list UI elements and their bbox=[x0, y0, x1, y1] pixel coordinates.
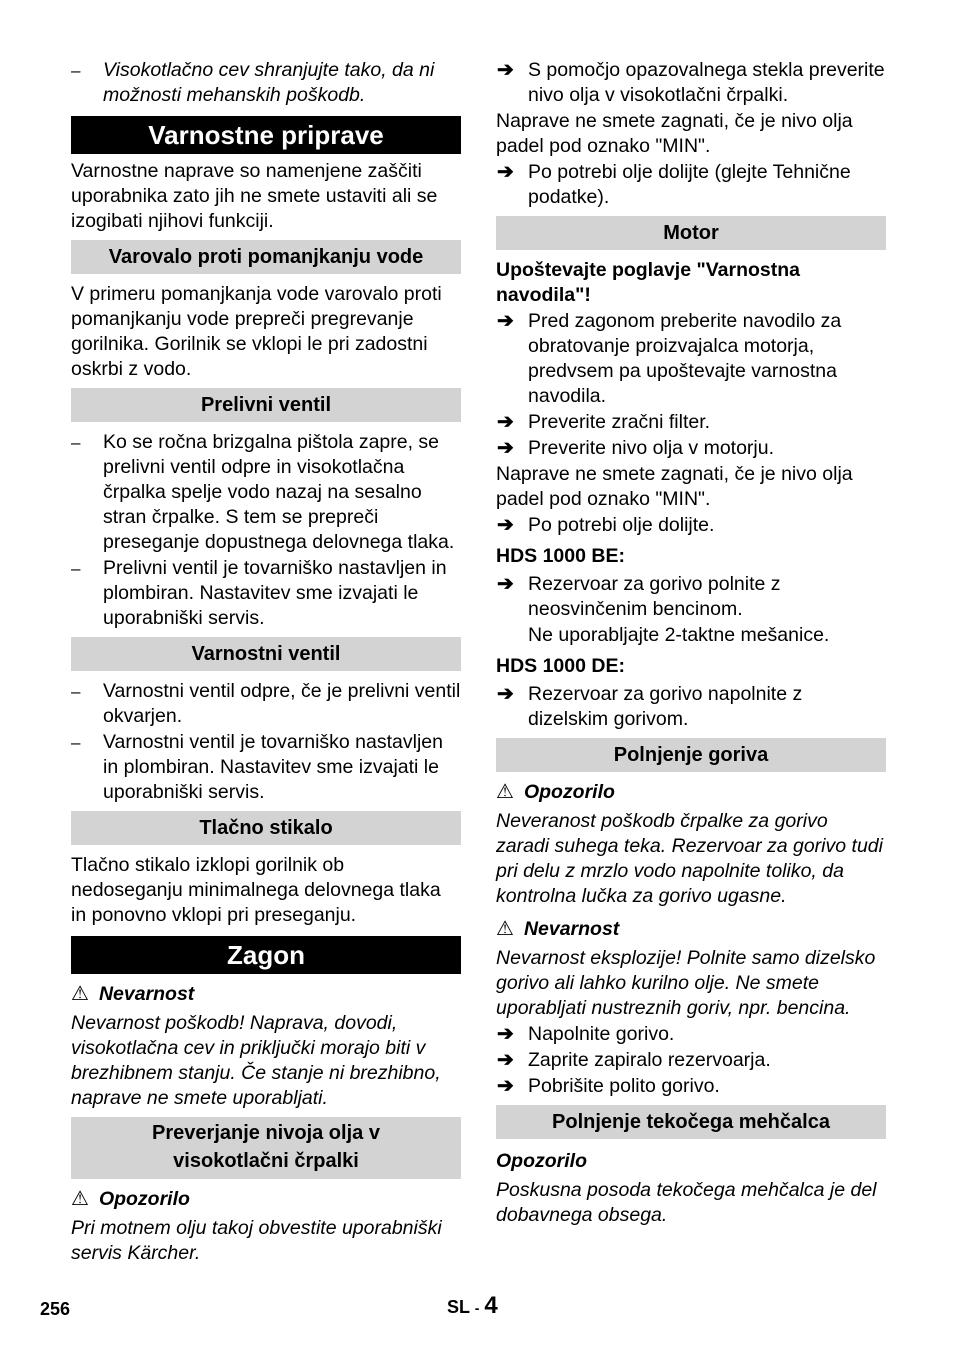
warning-triangle-icon: ⚠ bbox=[71, 1188, 89, 1210]
danger-text: Nevarnost poškodb! Naprava, dovodi, visokotlačna cev in priključki morajo biti v brezhibnem stanju. Če stanje ni brezhibno, naprave ne smete uporabljati. bbox=[71, 1012, 441, 1109]
arrow-icon: ➔ bbox=[497, 683, 514, 705]
instruction-item: ➔ Preverite nivo olja v motorju. bbox=[497, 437, 775, 459]
warning-triangle-icon: ⚠ bbox=[496, 781, 514, 803]
list-item: – Varnostni ventil je tovarniško nastavljen in plombiran. Nastavitev sme izvajati le uporabniški servis. bbox=[71, 731, 443, 803]
subsection-title-oil-level: Preverjanje nivoja olja v visokotlačni črpalki bbox=[71, 1117, 461, 1179]
right-column bbox=[496, 58, 886, 1229]
danger-text: Nevarnost eksplozije! Polnite samo dizelsko gorivo ali lahko kurilno olje. Ne smete uporabljati nustreznih goriv, npr. bencina. bbox=[496, 947, 876, 1019]
arrow-icon: ➔ bbox=[497, 59, 514, 81]
list-item: – Visokotlačno cev shranjujte tako, da ni možnosti mehanskih poškodb. bbox=[71, 59, 435, 106]
list-item: – Prelivni ventil je tovarniško nastavljen in plombiran. Nastavitev sme izvajati le uporabniški servis. bbox=[71, 557, 447, 629]
warning-text: Neveranost poškodb črpalke za gorivo zaradi suhega teka. Rezervoar za gorivo tudi pri delu z mrzlo vodo napolnite toliko, da kontrolna lučka za gorivo ugasne. bbox=[496, 810, 883, 907]
dash-marker: – bbox=[71, 733, 81, 752]
paragraph: Naprave ne smete zagnati, če je nivo olja padel pod oznako "MIN". bbox=[496, 110, 853, 157]
warning-heading: Opozorilo bbox=[496, 1150, 587, 1172]
list-item: – Varnostni ventil odpre, če je prelivni ventil okvarjen. bbox=[71, 680, 461, 727]
instruction-item: ➔ Preverite zračni filter. bbox=[497, 411, 711, 433]
instruction-item: ➔ S pomočjo opazovalnega stekla preverite nivo olja v visokotlačni črpalki. bbox=[497, 59, 885, 106]
instruction-item: ➔ Po potrebi olje dolijte (glejte Tehnične podatke). bbox=[497, 161, 851, 208]
arrow-icon: ➔ bbox=[497, 411, 514, 433]
arrow-icon: ➔ bbox=[497, 573, 514, 595]
instruction-item: ➔ Napolnite gorivo. bbox=[497, 1023, 675, 1045]
danger-heading: ⚠ Nevarnost bbox=[71, 983, 195, 1005]
warning-heading: ⚠ Opozorilo bbox=[496, 781, 615, 803]
paragraph: V primeru pomanjkanja vode varovalo proti pomanjkanju vode prepreči pregrevanje gorilnika. Gorilnik se vklopi le pri zadostni oskrbi z vodo. bbox=[71, 283, 442, 380]
warning-heading: ⚠ Opozorilo bbox=[71, 1188, 190, 1210]
warning-triangle-icon: ⚠ bbox=[71, 983, 89, 1005]
instruction-item: ➔ Zaprite zapiralo rezervoarja. bbox=[497, 1049, 771, 1071]
dash-marker: – bbox=[71, 682, 81, 701]
instruction-item: ➔ Pred zagonom preberite navodilo za obratovanje proizvajalca motorja, predvsem pa upoštevajte varnostna navodila. bbox=[497, 310, 842, 407]
warning-text: Pri motnem olju takoj obvestite uporabniški servis Kärcher. bbox=[71, 1217, 442, 1264]
page-number: 256 bbox=[40, 1299, 71, 1319]
left-column bbox=[71, 58, 461, 1267]
dash-marker: – bbox=[71, 559, 81, 578]
subsection-title-softener: Polnjenje tekočega mehčalca bbox=[496, 1105, 886, 1139]
subsection-title-fuel: Polnjenje goriva bbox=[496, 738, 886, 772]
subsection-title-pressure-switch: Tlačno stikalo bbox=[71, 811, 461, 845]
warning-text: Poskusna posoda tekočega mehčalca je del dobavnega obsega. bbox=[496, 1179, 877, 1226]
arrow-icon: ➔ bbox=[497, 310, 514, 332]
motor-note: Upoštevajte poglavje "Varnostna navodila"! bbox=[496, 259, 801, 306]
paragraph: Ne uporabljajte 2-taktne mešanice. bbox=[528, 624, 830, 646]
arrow-icon: ➔ bbox=[497, 437, 514, 459]
dash-marker: – bbox=[71, 61, 81, 80]
arrow-icon: ➔ bbox=[497, 1023, 514, 1045]
section-title-startup: Zagon bbox=[71, 936, 461, 974]
model-title-be: HDS 1000 BE: bbox=[496, 545, 625, 567]
warning-triangle-icon: ⚠ bbox=[496, 918, 514, 940]
arrow-icon: ➔ bbox=[497, 1075, 514, 1097]
paragraph: Naprave ne smete zagnati, če je nivo olja padel pod oznako "MIN". bbox=[496, 463, 853, 510]
subsection-title-water-shortage: Varovalo proti pomanjkanju vode bbox=[71, 240, 461, 274]
danger-heading: ⚠ Nevarnost bbox=[496, 918, 620, 940]
list-item: – Ko se ročna brizgalna pištola zapre, se prelivni ventil odpre in visokotlačna črpalka spelje vodo nazaj na sesalno stran črpalke. S tem se prepreči preseganje dopustnega delovnega tlaka. bbox=[71, 431, 455, 553]
dash-marker: – bbox=[71, 433, 81, 452]
model-title-de: HDS 1000 DE: bbox=[496, 655, 625, 677]
paragraph: Tlačno stikalo izklopi gorilnik ob nedoseganju minimalnega delovnega tlaka in ponovno vklopi pri preseganju. bbox=[71, 854, 441, 926]
arrow-icon: ➔ bbox=[497, 161, 514, 183]
section-title-safety-devices: Varnostne priprave bbox=[71, 116, 461, 154]
subsection-title-motor: Motor bbox=[496, 216, 886, 250]
arrow-icon: ➔ bbox=[497, 514, 514, 536]
instruction-item: ➔ Rezervoar za gorivo polnite z neosvinčenim bencinom. bbox=[497, 573, 781, 620]
subsection-title-overflow-valve: Prelivni ventil bbox=[71, 388, 461, 422]
paragraph: Varnostne naprave so namenjene zaščiti uporabnika zato jih ne smete ustaviti ali se izogibati njihovi funkciji. bbox=[71, 160, 438, 232]
arrow-icon: ➔ bbox=[497, 1049, 514, 1071]
instruction-item: ➔ Pobrišite polito gorivo. bbox=[497, 1075, 720, 1097]
page-label: SL - 4 bbox=[447, 1292, 498, 1319]
instruction-item: ➔ Po potrebi olje dolijte. bbox=[497, 514, 715, 536]
subsection-title-safety-valve: Varnostni ventil bbox=[71, 637, 461, 671]
instruction-item: ➔ Rezervoar za gorivo napolnite z dizelskim gorivom. bbox=[497, 683, 803, 730]
